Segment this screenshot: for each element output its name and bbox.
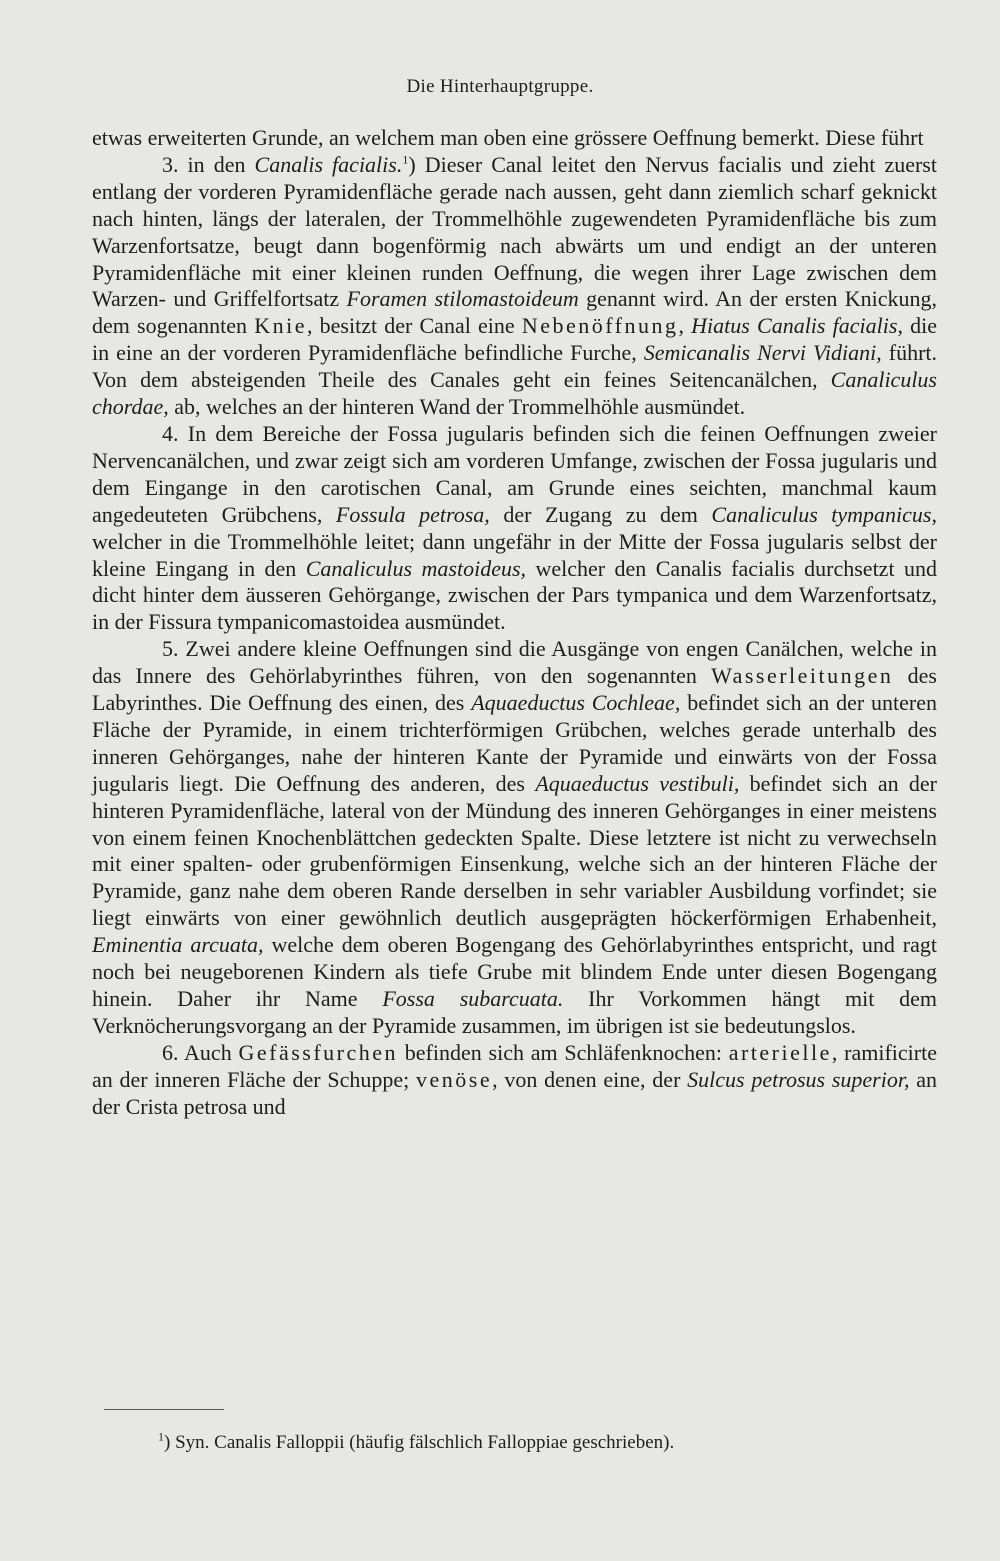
term-fossula-petrosa: Fossula petrosa,	[335, 501, 490, 527]
spaced-term-arterielle: arterielle	[728, 1039, 832, 1065]
text-run: welcher in die Trommelhöhle leitet; dann ungefähr in der Mitte der Fossa jugularis selbst der kleine Eingang in den	[92, 528, 937, 581]
footnote	[158, 1431, 858, 1455]
text-run: ab, welches an der hinteren Wand der Trommelhöhle ausmündet.	[168, 394, 746, 420]
text-run: des Labyrinthes. Die Oeffnung des einen, des	[92, 663, 937, 716]
term-sulcus-petrosus-superior: Sulcus petrosus superior,	[687, 1066, 910, 1092]
footnote-marker: 1	[158, 1429, 164, 1444]
text-run: , besitzt der Canal eine	[306, 313, 522, 339]
text-run: , von denen eine, der	[492, 1066, 688, 1092]
spaced-term-gefaessfurchen: Gefässfurchen	[238, 1039, 399, 1065]
text-run: 4. In dem Bereiche der Fossa jugularis befinden sich die feinen Oeffnungen zweier Nervencanälchen, und zwar zeigt sich am vorderen Umfange, zwischen der Fossa jugularis und dem Eingange in den carotischen Canal, am Grunde eines seichten, manchmal kaum angedeuteten Grübchens,	[92, 420, 937, 527]
text-run: befinden sich am Schläfenknochen:	[398, 1039, 729, 1065]
footnote-marker: 1	[402, 152, 409, 167]
spaced-term-wasserleitungen: Wasserleitungen	[711, 663, 894, 689]
paragraph-3	[92, 152, 937, 421]
footnote-divider	[104, 1409, 224, 1410]
paragraph-4	[92, 421, 937, 636]
text-run: genannt wird. An der ersten Knickung, dem sogenannten	[92, 286, 937, 339]
paragraph-continuation: etwas erweiterten Grunde, an welchem man oben eine grössere Oeffnung bemerkt. Diese führt	[92, 125, 924, 150]
text-run: an der Crista petrosa und	[92, 1066, 938, 1119]
spaced-term-nebenoeffnung: Nebenöffnung	[521, 313, 679, 339]
term-canaliculus-mastoideus: Canaliculus mastoideus,	[305, 555, 527, 581]
text-run: der Zugang zu dem	[489, 501, 712, 527]
term-aquaeductus-vestibuli: Aquaeductus vestibuli,	[535, 770, 740, 796]
text-run: befindet sich an der unteren Fläche der Pyramide, in einem trichterförmigen Grübchen, welches gerade unterhalb des inneren Gehörganges, nahe der hinteren Kante der Pyramide und einwärts von der Fossa jugularis liegt. Die Oeffnung des anderen, des	[92, 690, 937, 796]
body-text	[92, 125, 937, 1121]
running-header: Die Hinterhauptgruppe.	[406, 76, 594, 97]
term-canaliculus-chordae: Canaliculus chordae,	[92, 367, 937, 420]
text-run: , die in eine an der vorderen Pyramidenfläche befindliche Furche,	[92, 313, 937, 366]
spaced-term-knie: Knie	[254, 313, 307, 339]
text-run: welche dem oberen Bogengang des Gehörlabyrinthes entspricht, und ragt noch bei neugeborenen Kindern als tiefe Grube mit blindem Ende unter diesen Bogengang hinein. Daher ihr Name	[92, 932, 937, 1011]
text-run: ,	[678, 313, 692, 339]
text-run: befindet sich an der hinteren Pyramidenfläche, lateral von der Mündung des inneren Gehörganges in einer meistens von einem feinen Knochenblättchen gedeckten Spalte. Diese letztere ist nicht zu verwechseln mit einer spalten- oder grubenförmigen Einsenkung, welche sich an der hinteren Fläche der Pyramide, ganz nahe dem oberen Rande derselben in sehr variabler Ausbildung vorfindet; sie liegt einwärts von einer gewöhnlich deutlich ausgeprägten höckerförmigen Erhabenheit,	[92, 770, 937, 931]
term-hiatus: Hiatus Canalis facialis	[691, 313, 898, 339]
term-semicanalis: Semicanalis Nervi Vidiani	[643, 340, 877, 366]
text-run: 5. Zwei andere kleine Oeffnungen sind die Ausgänge von engen Canälchen, welche in das Innere des Gehörlabyrinthes führen, von den sogenannten	[92, 636, 937, 689]
term-aquaeductus-cochleae: Aquaeductus Cochleae,	[471, 690, 681, 716]
text-run: ) Dieser Canal leitet den Nervus facialis und zieht zuerst entlang der vorderen Pyramidenfläche gerade nach aussen, geht dann ziemlich scharf geknickt nach hinten, längs der lateralen, der Trommelhöhle zugewendeten Pyramidenfläche bis zum Warzenfortsatze, beugt dann bogenförmig nach abwärts um und endigt an der unteren Pyramidenfläche mit einer kleinen runden Oeffnung, die wegen ihrer Lage zwischen dem Warzen- und Griffelfortsatz	[92, 151, 937, 312]
text-run: welcher den Canalis facialis durchsetzt und dicht hinter dem äusseren Gehörgange, zwischen der Pars tympanica und dem Warzenfortsatz, in der Fissura tympanicomastoidea ausmündet.	[92, 555, 937, 635]
text-run: 6. Auch	[162, 1039, 239, 1065]
text-run: , ramificirte an der inneren Fläche der Schuppe;	[92, 1039, 937, 1092]
paragraph-5	[92, 636, 937, 1040]
term-fossa-subarcuata: Fossa subarcuata.	[382, 986, 564, 1011]
term-foramen-stilomastoideum: Foramen stilomastoideum	[346, 286, 579, 312]
text-run: Ihr Vorkommen hängt mit dem Verknöcherungsvorgang an der Pyramide zusammen, im übrigen ist sie bedeutungslos.	[92, 986, 938, 1038]
text-run: 3. in den	[162, 151, 255, 177]
text-run: , führt. Von dem absteigenden Theile des Canales geht ein feines Seitencanälchen,	[92, 340, 938, 393]
spaced-term-venoese: venöse	[416, 1066, 493, 1092]
term-canalis-facialis: Canalis facialis.	[254, 151, 403, 177]
footnote-text: ) Syn. Canalis Falloppii (häufig fälschlich Falloppiae geschrieben).	[164, 1432, 675, 1453]
paragraph-6	[92, 1040, 937, 1121]
term-canaliculus-tympanicus: Canaliculus tympanicus,	[711, 501, 937, 527]
term-eminentia-arcuata: Eminentia arcuata,	[92, 932, 264, 958]
